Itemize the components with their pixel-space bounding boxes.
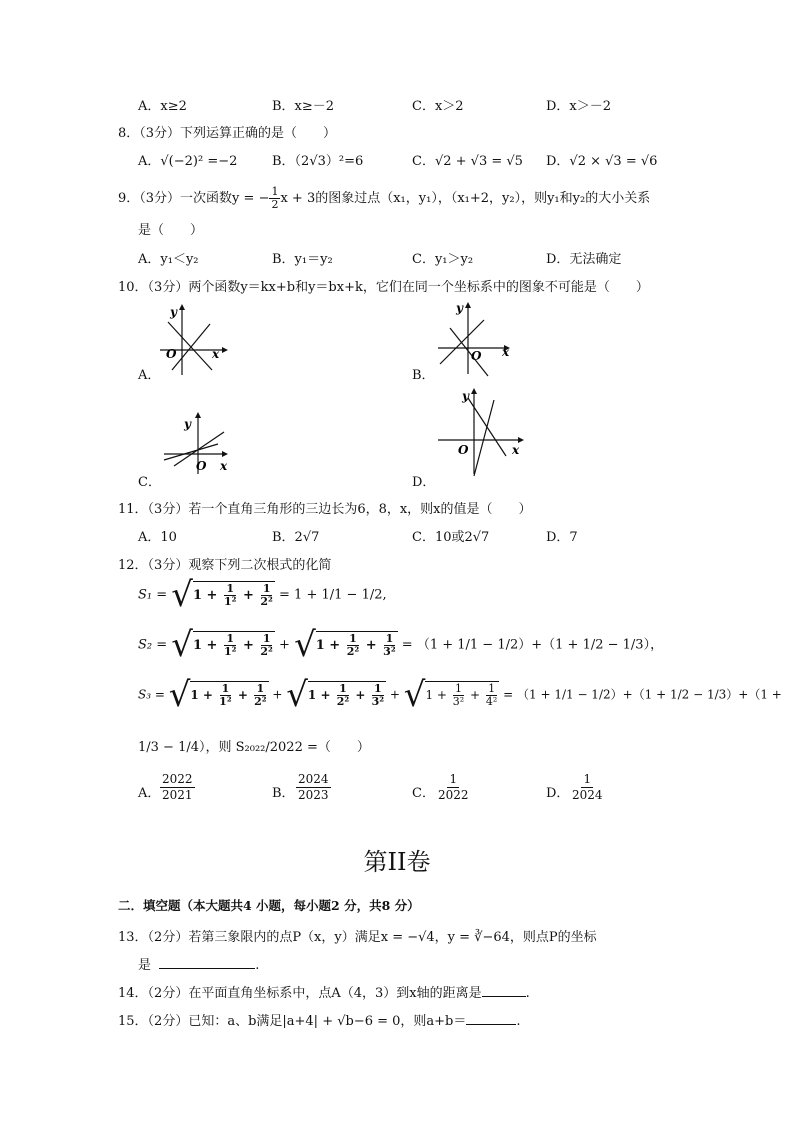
q12-s3-radical-3: √ [403, 675, 426, 715]
q12-s1-label: S₁ = [138, 587, 168, 603]
q12-d-den: 2024 [572, 788, 603, 802]
q12-option-c [436, 772, 471, 803]
q10-option-b-label: B． [412, 368, 435, 383]
q8-options [0, 150, 794, 170]
q9-stem [118, 186, 650, 211]
q9-coef-sign: − [258, 191, 270, 206]
q10b-x-label: x [502, 345, 510, 359]
q8-stem: 8．（3分）下列运算正确的是（ ） [118, 126, 337, 141]
q9-stem-pre: 9．（3分）一次函数y = [118, 191, 255, 206]
q11-stem-row [0, 498, 794, 518]
q9-stem-row [0, 182, 794, 210]
q10d-y-label: y [462, 389, 469, 403]
q7-option-d: D．x＞－2 [546, 99, 612, 114]
q12-options [0, 772, 794, 806]
q7-option-a: A．x≥2 [138, 99, 187, 114]
q12-stem-row [0, 554, 794, 574]
q9-option-a: A．y₁＜y₂ [138, 252, 199, 267]
q14-stem-row [0, 982, 794, 1002]
q12-s2-label: S₂ = [138, 637, 168, 653]
q10a-origin: O [166, 347, 177, 361]
q10-stem: 10．（3分）两个函数y＝kx+b和y＝bx+k，它们在同一个坐标系中的图象不可能是（ ） [118, 280, 649, 295]
q10a-x-arrow [222, 347, 228, 353]
q10-graph-d [434, 384, 534, 484]
q12-s2-radicand-1: 1 + $\frac{1}{\text{1²}}$ + $\frac{1}{\text{2²}}$ [192, 631, 273, 658]
q9-line2: 是（ ） [138, 223, 204, 238]
q10-graph-c [160, 408, 240, 483]
q8-option-d: D．√2 × √3 = √6 [546, 154, 658, 169]
q12-s2-radicand-2: 1 + $\frac{1}{\text{2²}}$ + $\frac{1}{\text{3²}}$ [315, 631, 396, 658]
q10d-origin: O [458, 443, 469, 457]
q10-option-a-label: A． [138, 368, 161, 383]
q12-s1 [138, 575, 387, 620]
q13-line2-text: 是 [138, 958, 152, 973]
q9-option-d: D．无法确定 [546, 252, 622, 267]
q12-option-c-label: C． [412, 786, 435, 801]
q9-line2-row [0, 219, 794, 239]
q12-d-num: 1 [583, 772, 592, 786]
q12-b-num: 2024 [298, 772, 329, 786]
q10c-line-2 [164, 444, 218, 460]
q10-option-c-label: C． [138, 475, 161, 490]
q11-option-b: B．2√7 [272, 530, 320, 545]
q11-option-c: C．10或2√7 [412, 530, 490, 545]
q10b-origin: O [471, 349, 482, 363]
q12-s3-label: S₃ = [138, 687, 165, 702]
q10-stem-row [0, 276, 794, 296]
q8-option-c: C．√2 + √3 = √5 [412, 154, 523, 169]
q10-graph-a [160, 300, 230, 380]
q12-s2-rhs: = （1 + 1/1 − 1/2）+（1 + 1/2 − 1/3）， [401, 637, 664, 653]
q13-stem: 13．（2分）若第三象限内的点P（x，y）满足x = −√4，y = ∛−64，则点P的坐标 [118, 930, 597, 945]
q12-s3-radicand-2: 1 + $\frac{1}{\text{2²}}$ + $\frac{1}{\text{3²}}$ [307, 681, 385, 708]
q12-s2-radical-1: √ [171, 625, 193, 665]
q7-options [0, 95, 794, 115]
q12-c-num: 1 [449, 772, 458, 786]
q12-s3: S₃ = √1 + $\frac{1}{\text{1²}}$ + $\frac{1}{\text{2²}}$ + √1 + $\frac{1}{\text{2²}}$ + $\frac{1}{\text{3²}}$ + √1 + $\frac{1}{\text{3²}}$ + $\frac{1}{\text{4²}}$ = （1 + 1/1 − 1/2）+（1 + 1/2 − 1/3）+（1 + [138, 675, 782, 715]
q12-s1-radicand: 1 + $\frac{1}{\text{1²}}$ + $\frac{1}{\text{2²}}$ [192, 581, 273, 608]
q12-option-a [160, 772, 195, 803]
q12-s3-radicand-3: 1 + $\frac{1}{\text{3²}}$ + $\frac{1}{\text{4²}}$ [425, 681, 498, 708]
q10-graph-b [434, 298, 524, 378]
q12-s1-rhs: = 1 + 1/1 − 1/2, [279, 587, 387, 603]
q10d-y-arrow [471, 388, 477, 394]
q12-s3-rhs: = （1 + 1/1 − 1/2）+（1 + 1/2 − 1/3）+（1 + [503, 687, 782, 702]
q15-stem: 15．（2分）已知：a、b满足|a+4| + √b−6 = 0，则a+b＝ . [118, 1014, 521, 1029]
q12-stem: 12．（3分）观察下列二次根式的化简 [118, 558, 332, 573]
q10c-x-label: x [220, 459, 228, 473]
q12-option-b-label: B． [272, 786, 295, 801]
q13-stem-row [0, 926, 794, 946]
q12-c-den: 2022 [438, 788, 469, 802]
q14-stem-text: 14．（2分）在平面直角坐标系中，点A（4，3）到x轴的距离是 [118, 986, 482, 1001]
section2-heading: 二．填空题（本大题共4 小题，每小题2 分，共8 分） [118, 898, 420, 913]
q11-stem: 11．（3分）若一个直角三角形的三边长为6，8，x，则x的值是（ ） [118, 502, 532, 517]
q14-stem: 14．（2分）在平面直角坐标系中，点A（4，3）到x轴的距离是 . [118, 986, 530, 1001]
q10a-y-arrow [179, 304, 185, 310]
part2-title: 第II卷 [363, 848, 431, 876]
q8-stem-row [0, 122, 794, 142]
q12-s3-radical-2: √ [286, 675, 308, 715]
q12-option-d-label: D． [546, 786, 570, 801]
q10a-line-2 [172, 324, 210, 370]
q12-a-den: 2021 [162, 788, 193, 802]
q9-option-c: C．y₁＞y₂ [412, 252, 474, 267]
q10c-origin: O [196, 459, 207, 473]
q7-option-b: B．x≥－2 [272, 99, 335, 114]
q10-option-d-label: D． [412, 475, 436, 490]
q14-answer-blank[interactable] [482, 984, 526, 997]
q12-s3-radical-1: √ [168, 675, 191, 715]
q11-option-d: D．7 [546, 530, 578, 545]
q12-option-d [570, 772, 605, 803]
q12-s3-line2: 1/3 − 1/4），则 S₂₀₂₂/2022 =（ ） [138, 740, 370, 755]
q12-b-den: 2023 [298, 788, 329, 802]
q9-options [0, 248, 794, 268]
q15-stem-row [0, 1010, 794, 1030]
q10a-y-label: y [170, 305, 177, 319]
q7-option-c: C．x＞2 [412, 99, 464, 114]
q9-frac-den: 2 [271, 198, 279, 211]
q13-line2: 是 . [138, 958, 260, 973]
q15-answer-blank[interactable] [466, 1012, 516, 1025]
q13-answer-blank[interactable] [159, 956, 255, 969]
q8-option-b: B．（2√3）²=6 [272, 154, 364, 169]
q11-option-a: A．10 [138, 530, 177, 545]
q10c-y-label: y [184, 417, 191, 431]
q9-frac-num: 1 [271, 185, 279, 198]
q12-s2-radical-2: √ [294, 625, 316, 665]
q15-stem-text: 15．（2分）已知：a、b满足|a+4| + √b−6 = 0，则a+b＝ [118, 1014, 467, 1029]
q12-s1-radical: √ [171, 575, 193, 615]
q9-fraction [269, 186, 280, 211]
q10c-y-arrow [195, 412, 201, 418]
q10c-x-arrow [222, 451, 228, 457]
q12-s3-radicand-1: 1 + $\frac{1}{\text{1²}}$ + $\frac{1}{\text{2²}}$ [190, 681, 267, 708]
q9-option-b: B．y₁＝y₂ [272, 252, 333, 267]
q12-option-b [296, 772, 331, 803]
q12-option-a-label: A． [138, 786, 161, 801]
q12-s2: S₂ = √1 + $\frac{1}{\text{1²}}$ + $\frac{1}{\text{2²}}$ + √1 + $\frac{1}{\text{2²}}$ + $\frac{1}{\text{3²}}$ = （1 + 1/1 − 1/2）+（1 + 1/2 − 1/3）， [138, 625, 664, 665]
q12-a-num: 2022 [162, 772, 193, 786]
q13-line2-row [0, 954, 794, 974]
q10b-y-label: y [456, 301, 463, 315]
q10a-x-label: x [212, 347, 220, 361]
q10d-x-label: x [512, 443, 520, 457]
q10b-y-arrow [465, 302, 471, 308]
q9-stem-post: x + 3的图象过点（x₁，y₁），（x₁+2，y₂），则y₁和y₂的大小关系 [280, 191, 651, 206]
q11-options [0, 526, 794, 546]
q8-option-a: A．√(−2)² =−2 [138, 154, 238, 169]
